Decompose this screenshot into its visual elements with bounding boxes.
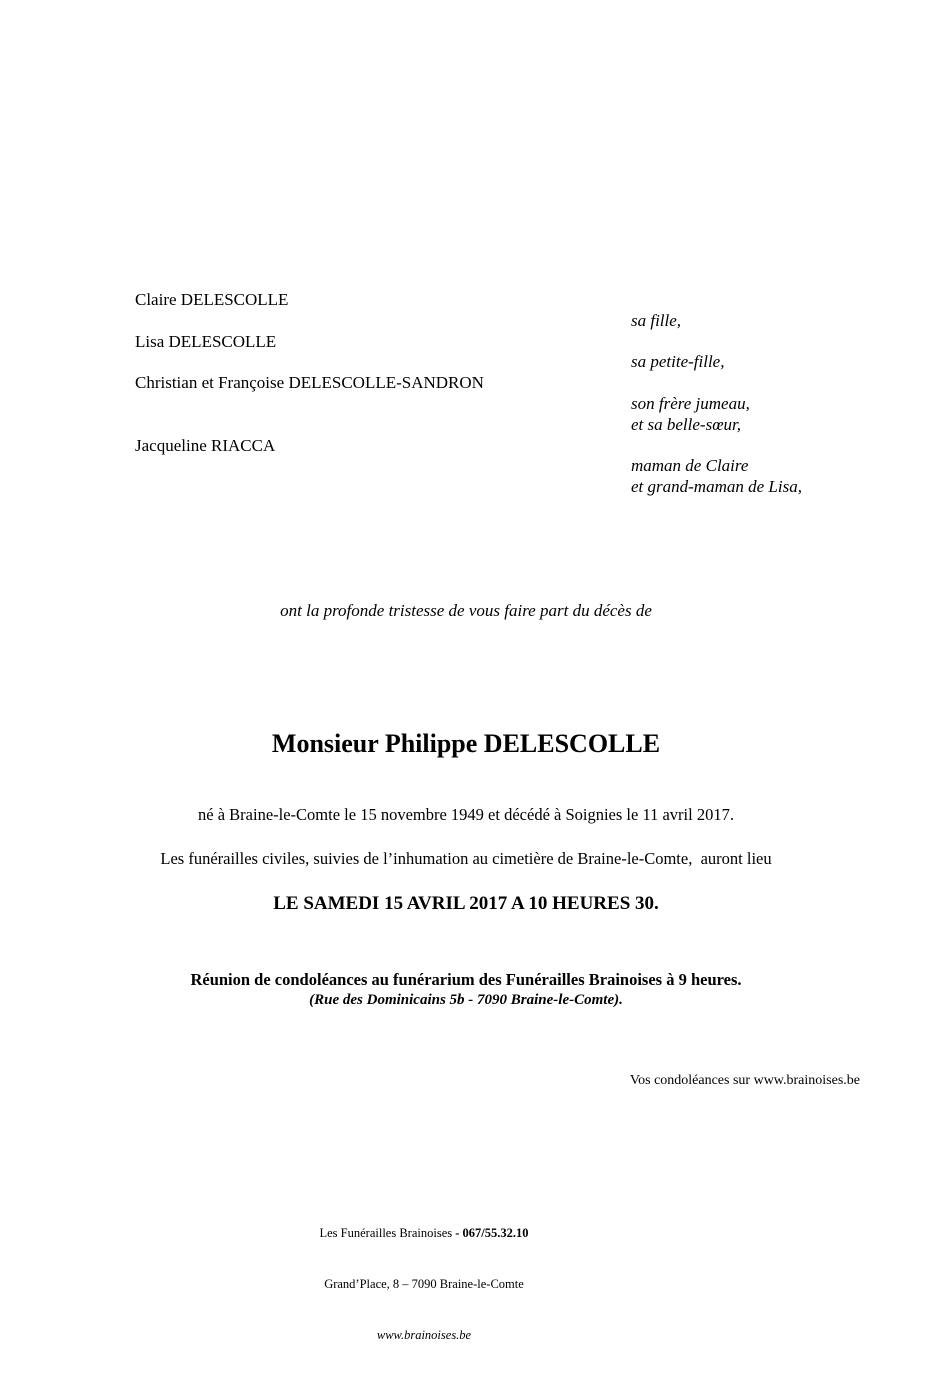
birth-death-line: né à Braine-le-Comte le 15 novembre 1949 et décédé à Soignies le 11 avril 2017.	[198, 805, 734, 824]
funeral-datetime-line: LE SAMEDI 15 AVRIL 2017 A 10 HEURES 30.	[273, 893, 659, 914]
online-condolences-line: Vos condoléances sur www.brainoises.be	[629, 1073, 860, 1088]
deceased-name-title: Monsieur Philippe DELESCOLLE	[271, 729, 661, 758]
announcer-name: Christian et Françoise DELESCOLLE-SANDRON	[135, 373, 484, 392]
relation-label: maman de Claire	[631, 456, 749, 475]
relation-label: et grand-maman de Lisa,	[631, 477, 802, 496]
footer-address: Grand’Place, 8 – 7090 Braine-le-Comte	[324, 1277, 524, 1291]
announcer-name: Jacqueline RIACCA	[135, 436, 276, 455]
relation-label: sa fille,	[631, 311, 682, 330]
condolence-meeting-line: Réunion de condoléances au funérarium des Funérailles Brainoises à 9 heures.	[190, 970, 742, 989]
announcement-intro: ont la profonde tristesse de vous faire part du décès de	[280, 601, 652, 620]
announcer-name: Lisa DELESCOLLE	[135, 332, 277, 351]
funeral-info-line: Les funérailles civiles, suivies de l’inhumation au cimetière de Braine-le-Comte, auront lieu	[160, 849, 772, 868]
relation-label: et sa belle-sœur,	[631, 415, 742, 434]
footer-company-name: Les Funérailles Brainoises	[319, 1226, 453, 1240]
footer-website: www.brainoises.be	[376, 1328, 472, 1342]
relation-label: son frère jumeau,	[631, 394, 750, 413]
relation-label: sa petite-fille,	[631, 352, 725, 371]
footer-company-line	[319, 1225, 528, 1242]
footer	[319, 1191, 528, 1378]
announcer-name: Claire DELESCOLLE	[135, 290, 289, 309]
condolence-address-line: (Rue des Dominicains 5b - 7090 Braine-le-Comte).	[309, 992, 623, 1008]
footer-phone: - 067/55.32.10	[452, 1226, 529, 1240]
